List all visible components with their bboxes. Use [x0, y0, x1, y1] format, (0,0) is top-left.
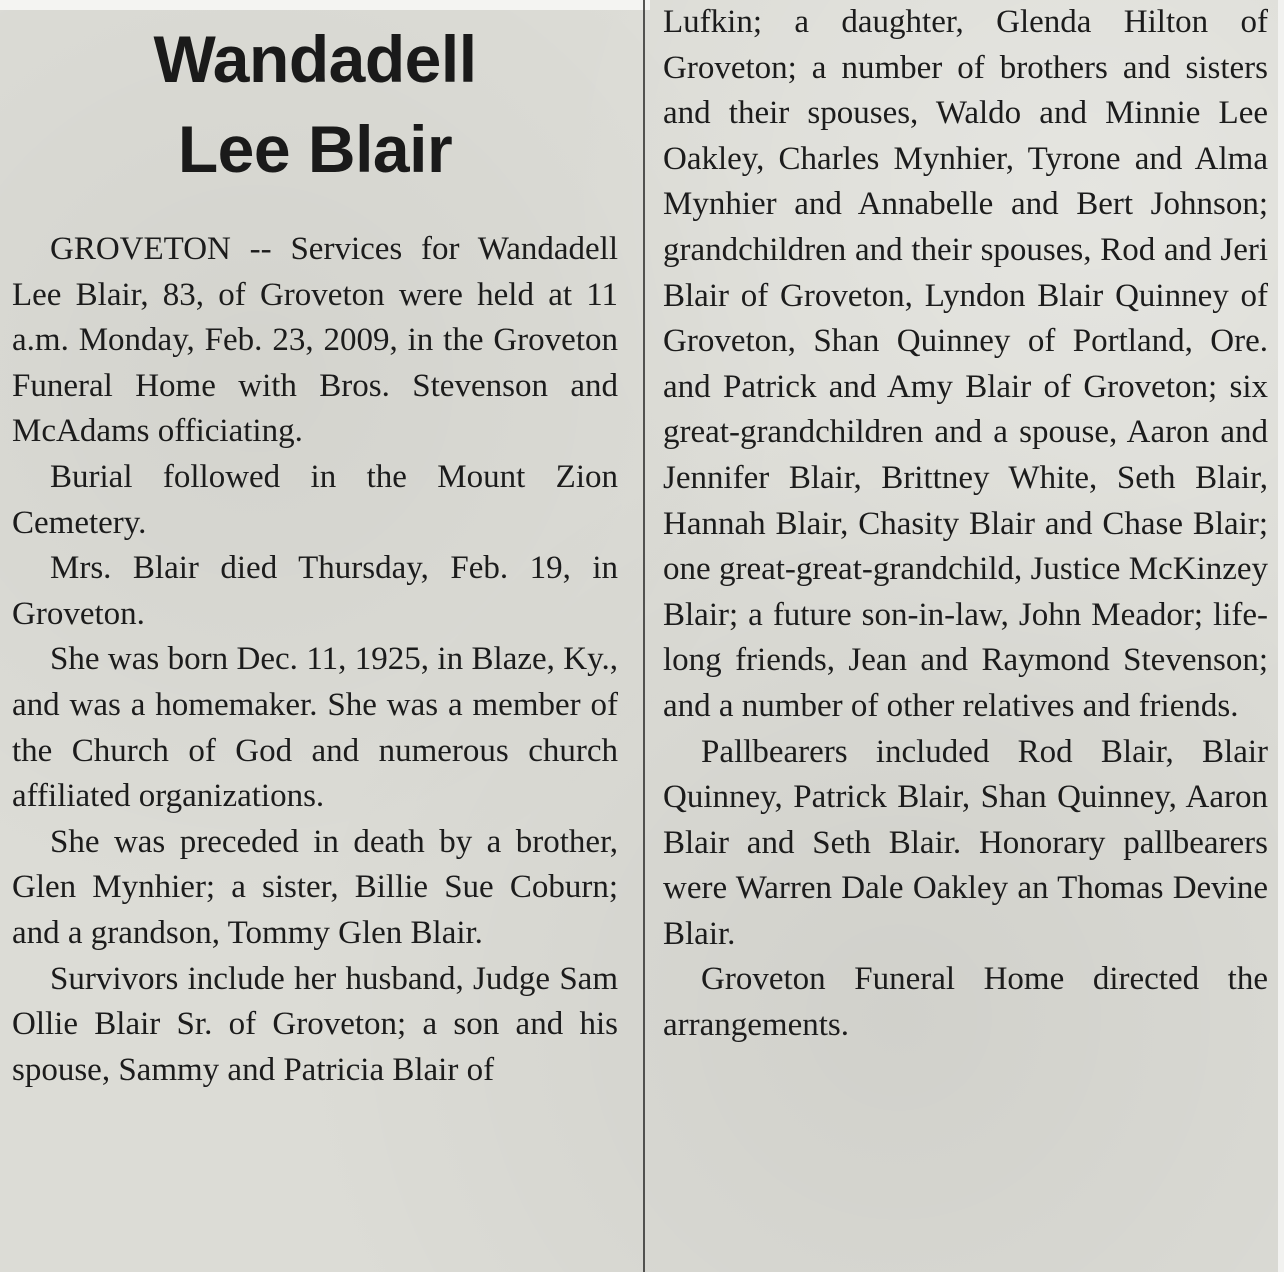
paragraph-birth: She was born Dec. 11, 1925, in Blaze, Ky., and was a homemaker. She was a member of the Church of God and numerous church affiliated organizations.	[12, 641, 618, 815]
right-column	[663, 0, 1268, 1049]
column-divider	[643, 0, 645, 1272]
paragraph-pallbearers: Pallbearers included Rod Blair, Blair Quinney, Patrick Blair, Shan Quinney, Aaron Blair and Seth Blair. Honorary pallbearers were Warren Dale Oakley an Thomas Devine Blair.	[663, 733, 1268, 952]
paragraph-services: GROVETON -- Services for Wandadell Lee Blair, 83, of Groveton were held at 11 a.m. Monday, Feb. 23, 2009, in the Groveton Funeral Home with Bros. Stevenson and McAdams officiating.	[12, 231, 618, 450]
obituary-headline	[12, 14, 618, 194]
paragraph-survivors: Survivors include her husband, Judge Sam Ollie Blair Sr. of Groveton; a son and his spouse, Sammy and Patricia Blair of	[12, 960, 618, 1088]
headline-first-name: Wandadell	[153, 22, 477, 96]
paragraph-preceded: She was preceded in death by a brother, Glen Mynhier; a sister, Billie Sue Coburn; and a grandson, Tommy Glen Blair.	[12, 823, 618, 951]
scan-border-right	[1278, 0, 1284, 1272]
right-column-body	[663, 0, 1268, 1049]
paragraph-burial: Burial followed in the Mount Zion Cemetery.	[12, 458, 618, 541]
paragraph-arrangements: Groveton Funeral Home directed the arrangements.	[663, 961, 1268, 1044]
left-column-body	[12, 227, 618, 1093]
headline-last-name: Lee Blair	[177, 112, 453, 186]
paragraph-death: Mrs. Blair died Thursday, Feb. 19, in Groveton.	[12, 550, 618, 632]
paragraph-survivors-continued: Lufkin; a daughter, Glenda Hilton of Groveton; a number of brothers and sisters and their spouses, Waldo and Minnie Lee Oakley, Charles Mynhier, Tyrone and Alma Mynhier and Annabelle and Bert Johnson; grandchildren and their spouses, Rod and Jeri Blair of Groveton, Lyndon Blair Quinney of Groveton, Shan Quinney of Portland, Ore. and Patrick and Amy Blair of Groveton; six great-grandchildren and a spouse, Aaron and Jennifer Blair, Brittney White, Seth Blair, Hannah Blair, Chasity Blair and Chase Blair; one great-great-grandchild, Justice McKinzey Blair; a future son-in-law, John Meador; life-long friends, Jean and Raymond Stevenson; and a number of other relatives and friends.	[663, 4, 1268, 724]
left-column	[12, 0, 618, 1093]
